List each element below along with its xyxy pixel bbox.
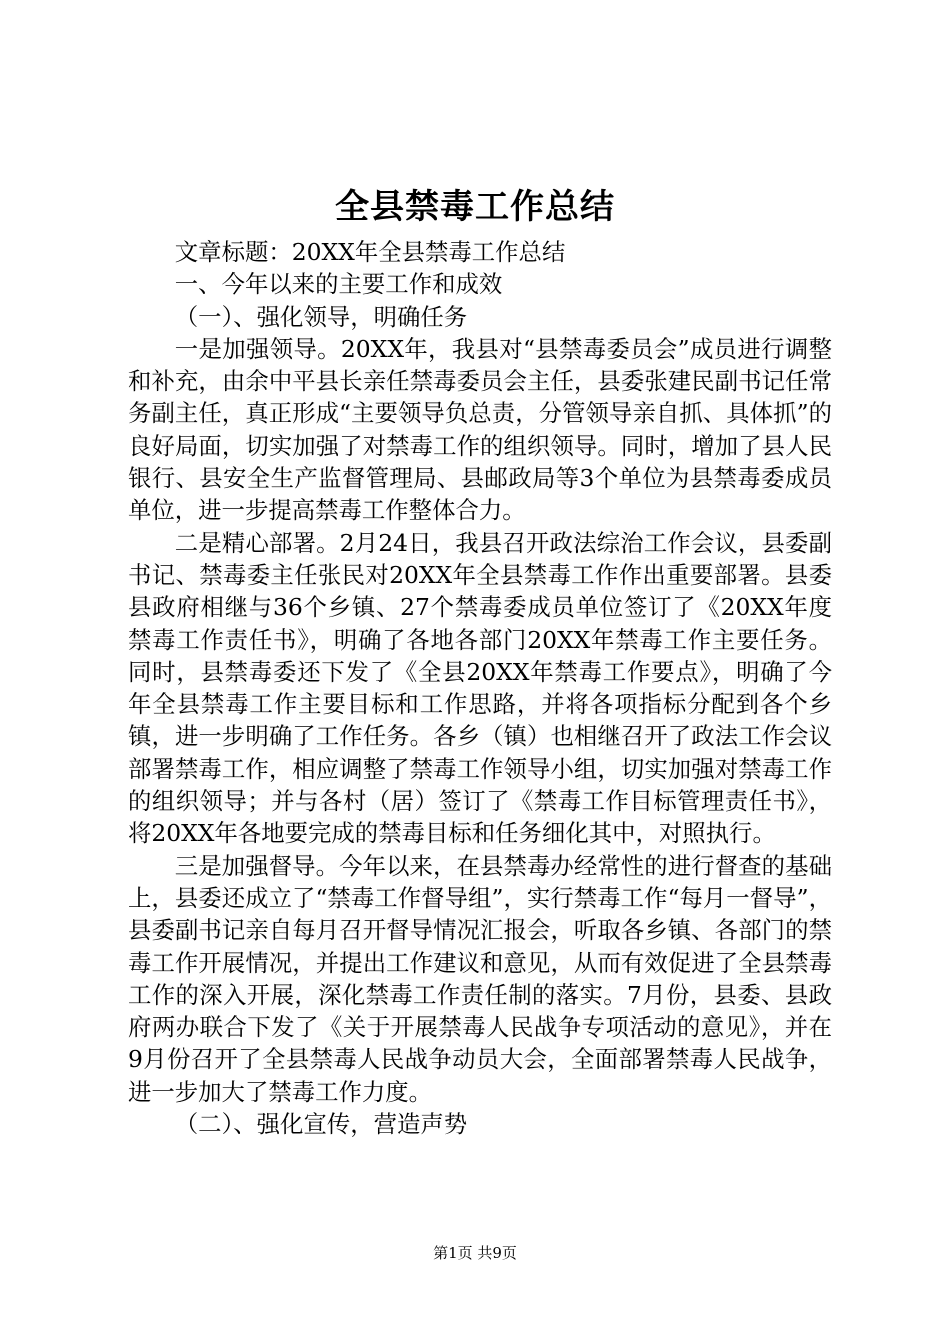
document-body (128, 236, 832, 1140)
paragraph-supervision: 三是加强督导。今年以来，在县禁毒办经常性的进行督查的基础上，县委还成立了“禁毒工作督导组”，实行禁毒工作“每月一督导”，县委副书记亲自每月召开督导情况汇报会，听取各乡镇、各部门的禁毒工作开展情况，并提出工作建议和意见，从而有效促进了全县禁毒工作的深入开展，深化禁毒工作责任制的落实。7月份，县委、县政府两办联合下发了《关于开展禁毒人民战争专项活动的意见》，并在9月份召开了全县禁毒人民战争动员大会，全面部署禁毒人民战争，进一步加大了禁毒工作力度。 (128, 851, 832, 1106)
section-heading-1: 一、今年以来的主要工作和成效 (174, 270, 503, 299)
document-title: 全县禁毒工作总结 (335, 187, 615, 227)
page-footer: 第1页 共9页 (433, 1244, 517, 1262)
subsection-heading-2: （二）、强化宣传，营造声势 (174, 1110, 468, 1139)
subsection-heading-1: （一）、强化领导，明确任务 (174, 302, 468, 331)
paragraph-leadership: 一是加强领导。20XX年，我县对“县禁毒委员会”成员进行调整和补充，由余中平县长亲任禁毒委员会主任，县委张建民副书记任常务副主任，真正形成“主要领导负总责，分管领导亲自抓、具体抓”的良好局面，切实加强了对禁毒工作的组织领导。同时，增加了县人民银行、县安全生产监督管理局、县邮政局等3个单位为县禁毒委成员单位，进一步提高禁毒工作整体合力。 (128, 334, 832, 525)
paragraph-deployment: 二是精心部署。2月24日，我县召开政法综治工作会议，县委副书记、禁毒委主任张民对20XX年全县禁毒工作作出重要部署。县委县政府相继与36个乡镇、27个禁毒委成员单位签订了《20XX年度禁毒工作责任书》，明确了各地各部门20XX年禁毒工作主要任务。同时，县禁毒委还下发了《全县20XX年禁毒工作要点》，明确了今年全县禁毒工作主要目标和工作思路，并将各项指标分配到各个乡镇，进一步明确了工作任务。各乡（镇）也相继召开了政法工作会议部署禁毒工作，相应调整了禁毒工作领导小组，切实加强对禁毒工作的组织领导；并与各村（居）签订了《禁毒工作目标管理责任书》，将20XX年各地要完成的禁毒目标和任务细化其中，对照执行。 (128, 528, 832, 848)
article-title-line: 文章标题：20XX年全县禁毒工作总结 (174, 238, 566, 266)
